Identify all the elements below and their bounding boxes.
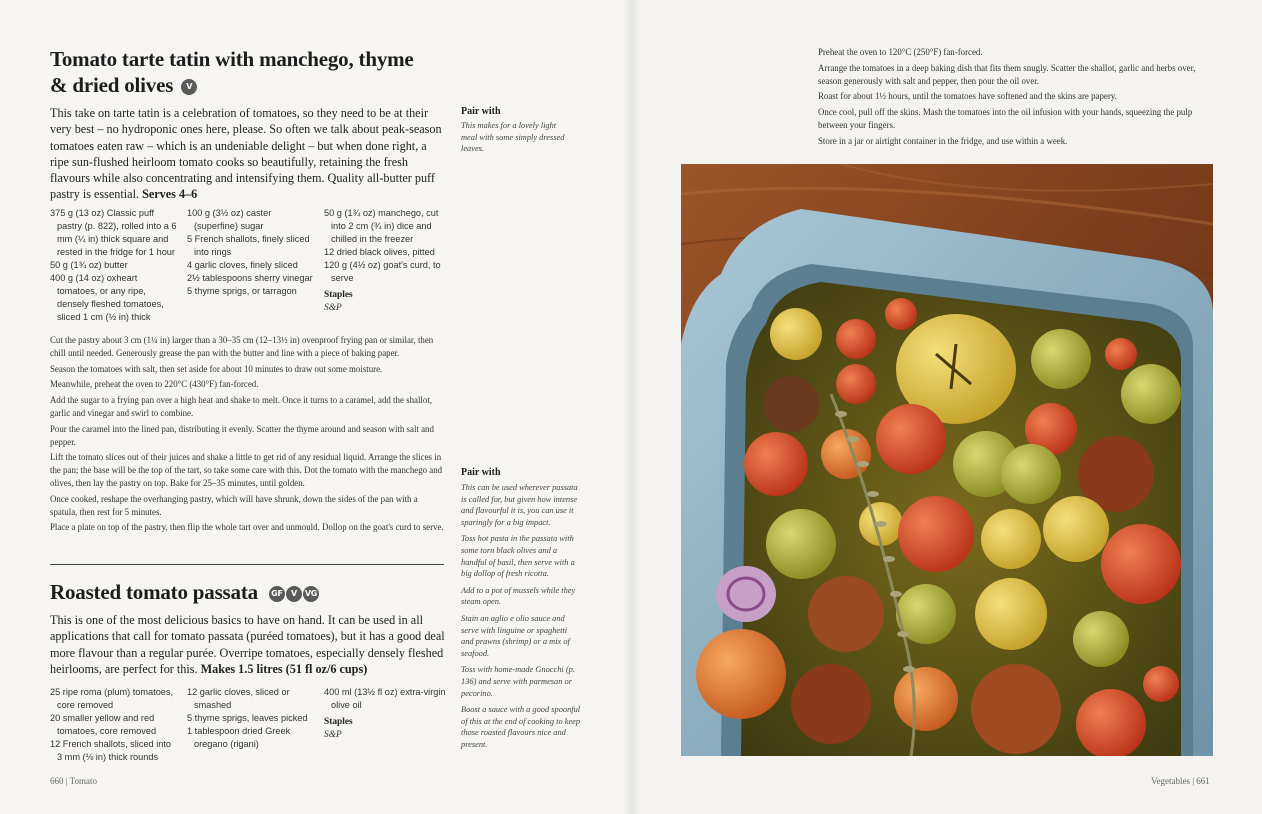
pair-with-note: Add to a pot of mussels while they steam open. — [461, 585, 576, 607]
method-step: Once cool, pull off the skins. Mash the tomatoes into the oil infusion with your hands, squeezing the pulp between your fingers. — [818, 107, 1193, 130]
recipe-title-tarte-tatin — [50, 46, 450, 98]
ingredient-item: 50 g (1¾ oz) butter — [50, 260, 128, 270]
page-folio-left: 660 | Tomato — [50, 776, 98, 786]
method-step: Preheat the oven to 120°C (250°F) fan-forced. — [818, 47, 983, 57]
ingredient-item: 120 g (4½ oz) goat's curd, to serve — [324, 260, 441, 283]
pair-with-label: Pair with — [461, 106, 501, 117]
method-step: Add the sugar to a frying pan over a high heat and shake to melt. Once it turns to a caramel, add the shallot, garlic and vinegar and swirl to combine. — [50, 395, 433, 418]
section-divider — [50, 564, 444, 565]
method-step: Pour the caramel into the lined pan, distributing it evenly. Scatter the thyme around and season with salt and pepper. — [50, 423, 434, 447]
method-step: Roast for about 1½ hours, until the tomatoes have softened and the skins are papery. — [818, 91, 1117, 102]
ingredient-item: 4 garlic cloves, finely sliced — [187, 260, 298, 270]
book-gutter — [622, 0, 640, 814]
pair-with-note: Boost a sauce with a good spoonful of this at the end of cooking to keep those roasted flavours nice and present. — [461, 705, 581, 749]
pair-with-text — [461, 482, 581, 750]
method-step: Once cooked, reshape the overhanging pastry, which will have shrunk, down the sides of the pan with a spatula, then rest for 5 minutes. — [50, 493, 418, 517]
photo-illustration — [681, 164, 1213, 756]
pair-with-label: Pair with — [461, 467, 501, 478]
gluten-free-badge-icon: GF — [269, 586, 285, 602]
ingredient-item: 400 g (14 oz) oxheart tomatoes, or any ripe, densely fleshed tomatoes, sliced 1 cm (½ in) thick — [50, 273, 164, 322]
pair-with-note: This can be used wherever passata is called for, but given how intense and flavourful it is, you can use it sparingly for a big impact. — [461, 483, 578, 527]
recipe-intro — [50, 612, 445, 677]
ingredient-item: 12 garlic cloves, sliced or smashed — [187, 687, 290, 710]
method-step: Arrange the tomatoes in a deep baking dish that fits them snugly. Scatter the shallot, garlic and herbs over, season generously with salt and pepper, then pour the oil over. — [818, 62, 1196, 86]
method-step: Lift the tomato slices out of their juices and shake a little to get rid of any residual liquid. Arrange the slices in the pan; the base will be the top of the tart, so take some care with this. Dot the tomato with the manchego and olives, then lay the pastry on top. Bake for 25–35 minutes, until golden. — [50, 452, 443, 488]
ingredient-item: 5 French shallots, finely sliced into rings — [187, 234, 310, 257]
staples-value: S&P — [324, 303, 342, 313]
method-step: Cut the pastry about 3 cm (1¼ in) larger than a 30–35 cm (12–13½ in) ovenproof frying pan or similar, then chill until needed. Generously grease the pan with the butter and line with a piece of baking paper. — [50, 335, 434, 358]
ingredients-column-2 — [187, 207, 315, 298]
ingredient-item: 100 g (3½ oz) caster (superfine) sugar — [187, 208, 272, 231]
title-line-1: Tomato tarte tatin with manchego, thyme — [50, 47, 414, 71]
makes-text: Makes 1.5 litres (51 fl oz/6 cups) — [200, 661, 368, 676]
ingredient-item: 12 French shallots, sliced into 3 mm (⅛ in) thick rounds — [50, 739, 172, 762]
ingredients-column-1 — [50, 686, 178, 764]
ingredient-item: 375 g (13 oz) Classic puff pastry (p. 822), rolled into a 6 mm (¼ in) thick square and rested in the fridge for 1 hour — [50, 208, 177, 257]
ingredient-item: 12 dried black olives, pitted — [324, 247, 435, 257]
pair-with-note: Toss hot pasta in the passata with some torn black olives and a handful of basil, then serve with a big dollop of fresh ricotta. — [461, 534, 575, 579]
ingredient-item: 400 ml (13½ fl oz) extra-virgin olive oil — [324, 687, 446, 710]
method-step: Season the tomatoes with salt, then set aside for about 10 minutes to draw out some moisture. — [50, 363, 383, 374]
ingredient-item: 2½ tablespoons sherry vinegar — [187, 273, 313, 283]
recipe-intro — [50, 105, 445, 203]
page-folio-right: Vegetables | 661 — [1151, 776, 1210, 786]
method-steps — [50, 334, 445, 537]
ingredient-item: 25 ripe roma (plum) tomatoes, core removed — [50, 687, 174, 710]
vegan-badge-icon: VG — [303, 586, 319, 602]
intro-text: This take on tarte tatin is a celebration of tomatoes, so they need to be at their very best – no hydroponic ones here, please. So often we talk about peak-season tomatoes eaten raw – which is an undeniable delight – but when done right, a ripe sun-flushed heirloom tomato cooks so beautifully, retaining the fresh flavours while also concentrating and intensifying them. Quality all-butter puff pastry is essential. — [50, 106, 442, 202]
ingredient-item: 5 thyme sprigs, or tarragon — [187, 286, 297, 296]
method-steps — [818, 46, 1213, 151]
ingredient-item: 20 smaller yellow and red tomatoes, core removed — [50, 713, 157, 736]
vegetarian-badge-icon: V — [181, 79, 197, 95]
pair-with-note: Stain an aglio e olio sauce and serve with linguine or spaghetti and prawns (shrimp) or a mix of seafood. — [461, 613, 570, 658]
staples-label: Staples — [324, 717, 353, 727]
recipe-title-passata — [50, 579, 450, 605]
staples-value: S&P — [324, 730, 342, 740]
ingredient-item: 50 g (1¾ oz) manchego, cut into 2 cm (¾ in) dice and chilled in the freezer — [324, 208, 439, 244]
roasted-tomatoes-photo — [681, 164, 1213, 756]
ingredient-item: 1 tablespoon dried Greek oregano (rigani) — [187, 726, 291, 749]
pair-with-note: This makes for a lovely light meal with some simply dressed leaves. — [461, 121, 565, 154]
serves-text: Serves 4–6 — [142, 187, 198, 202]
ingredients-column-1 — [50, 207, 178, 324]
pair-with-text — [461, 120, 571, 155]
vegetarian-badge-icon: V — [286, 586, 302, 602]
title-line-2: & dried olives — [50, 73, 174, 97]
ingredient-item: 5 thyme sprigs, leaves picked — [187, 713, 308, 723]
pair-with-panel — [461, 467, 581, 755]
ingredients-column-2 — [187, 686, 315, 751]
ingredients-column-3 — [324, 207, 448, 315]
pair-with-note: Toss with home-made Gnocchi (p. 136) and serve with parmesan or pecorino. — [461, 665, 575, 698]
title-text: Roasted tomato passata — [50, 580, 258, 604]
ingredients-column-3 — [324, 686, 450, 742]
method-step: Place a plate on top of the pastry, then flip the whole tart over and unmould. Dollop on the goat's curd to serve. — [50, 522, 444, 533]
intro-text: This is one of the most delicious basics to have on hand. It can be used in all applications that call for tomato passata (puréed tomatoes), but it has a good deal more flavour than a regular purée. Overripe tomatoes, especially densely fleshed heirlooms, are perfect for this. — [50, 613, 445, 676]
method-step: Store in a jar or airtight container in the fridge, and use within a week. — [818, 135, 1068, 146]
right-page — [631, 0, 1262, 814]
staples-label: Staples — [324, 290, 353, 300]
pair-with-panel — [461, 106, 571, 160]
method-step: Meanwhile, preheat the oven to 220°C (430°F) fan-forced. — [50, 379, 259, 390]
